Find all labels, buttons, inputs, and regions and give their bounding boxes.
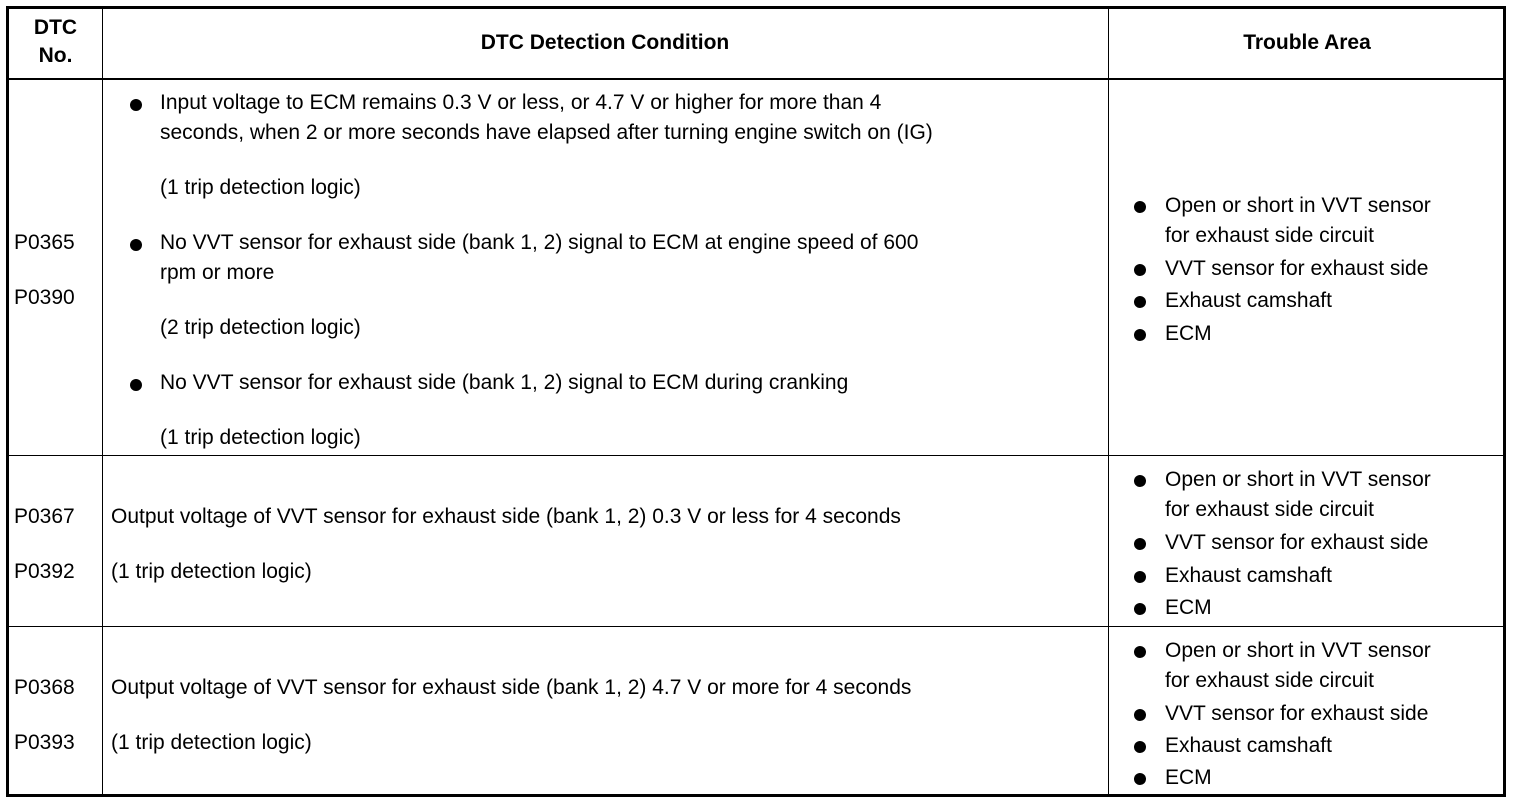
bullet-icon: [1134, 741, 1146, 753]
bullet-icon: [1134, 603, 1146, 615]
condition-logic: (1 trip detection logic): [160, 176, 361, 199]
trouble-area-item: for exhaust side circuit: [1165, 669, 1374, 692]
trouble-area-item: for exhaust side circuit: [1165, 498, 1374, 521]
trouble-area-item: for exhaust side circuit: [1165, 224, 1374, 247]
dtc-code: P0367: [14, 505, 75, 528]
trouble-area-item: ECM: [1165, 322, 1212, 345]
dtc-table: [6, 6, 1506, 797]
bullet-icon: [1134, 475, 1146, 487]
trouble-area-item: VVT sensor for exhaust side: [1165, 702, 1429, 725]
header-dtc-no: [9, 14, 102, 70]
bullet-icon: [1134, 709, 1146, 721]
condition-logic: (1 trip detection logic): [160, 426, 361, 449]
trouble-area-item: VVT sensor for exhaust side: [1165, 257, 1429, 280]
trouble-area-item: Open or short in VVT sensor: [1165, 194, 1431, 217]
bullet-icon: [1134, 296, 1146, 308]
bullet-icon: [130, 99, 142, 111]
trouble-area-item: ECM: [1165, 596, 1212, 619]
trouble-area-item: Open or short in VVT sensor: [1165, 639, 1431, 662]
condition-logic: (1 trip detection logic): [111, 731, 312, 754]
dtc-code: P0365: [14, 231, 75, 254]
dtc-code: P0390: [14, 286, 75, 309]
bullet-icon: [1134, 646, 1146, 658]
bullet-icon: [1134, 201, 1146, 213]
condition-line: rpm or more: [160, 261, 275, 284]
column-divider-1: [102, 9, 103, 794]
condition-line: No VVT sensor for exhaust side (bank 1, 2) signal to ECM at engine speed of 600: [160, 231, 919, 254]
bullet-icon: [1134, 264, 1146, 276]
condition-line: Output voltage of VVT sensor for exhaust side (bank 1, 2) 0.3 V or less for 4 seconds: [111, 505, 901, 528]
bullet-icon: [1134, 773, 1146, 785]
trouble-area-item: Exhaust camshaft: [1165, 734, 1332, 757]
condition-logic: (1 trip detection logic): [111, 560, 312, 583]
bullet-icon: [1134, 538, 1146, 550]
header-condition: DTC Detection Condition: [480, 31, 730, 54]
condition-line: Input voltage to ECM remains 0.3 V or less, or 4.7 V or higher for more than 4: [160, 91, 882, 114]
header-trouble-area: Trouble Area: [1243, 31, 1371, 54]
trouble-area-item: Exhaust camshaft: [1165, 289, 1332, 312]
condition-line: Output voltage of VVT sensor for exhaust side (bank 1, 2) 4.7 V or more for 4 seconds: [111, 676, 912, 699]
row-divider-1: [9, 455, 1503, 456]
condition-line: seconds, when 2 or more seconds have elapsed after turning engine switch on (IG): [160, 121, 933, 144]
header-dtc-no-line2: No.: [38, 44, 73, 67]
dtc-code: P0393: [14, 731, 75, 754]
bullet-icon: [1134, 571, 1146, 583]
trouble-area-item: VVT sensor for exhaust side: [1165, 531, 1429, 554]
trouble-area-item: Open or short in VVT sensor: [1165, 468, 1431, 491]
header-dtc-no-line1: DTC: [33, 16, 78, 39]
condition-logic: (2 trip detection logic): [160, 316, 361, 339]
bullet-icon: [130, 239, 142, 251]
dtc-code: P0392: [14, 560, 75, 583]
trouble-area-item: ECM: [1165, 766, 1212, 789]
bullet-icon: [1134, 329, 1146, 341]
column-divider-2: [1108, 9, 1109, 794]
row-divider-2: [9, 626, 1503, 627]
dtc-code: P0368: [14, 676, 75, 699]
header-divider: [9, 78, 1503, 80]
condition-line: No VVT sensor for exhaust side (bank 1, 2) signal to ECM during cranking: [160, 371, 849, 394]
bullet-icon: [130, 379, 142, 391]
trouble-area-item: Exhaust camshaft: [1165, 564, 1332, 587]
